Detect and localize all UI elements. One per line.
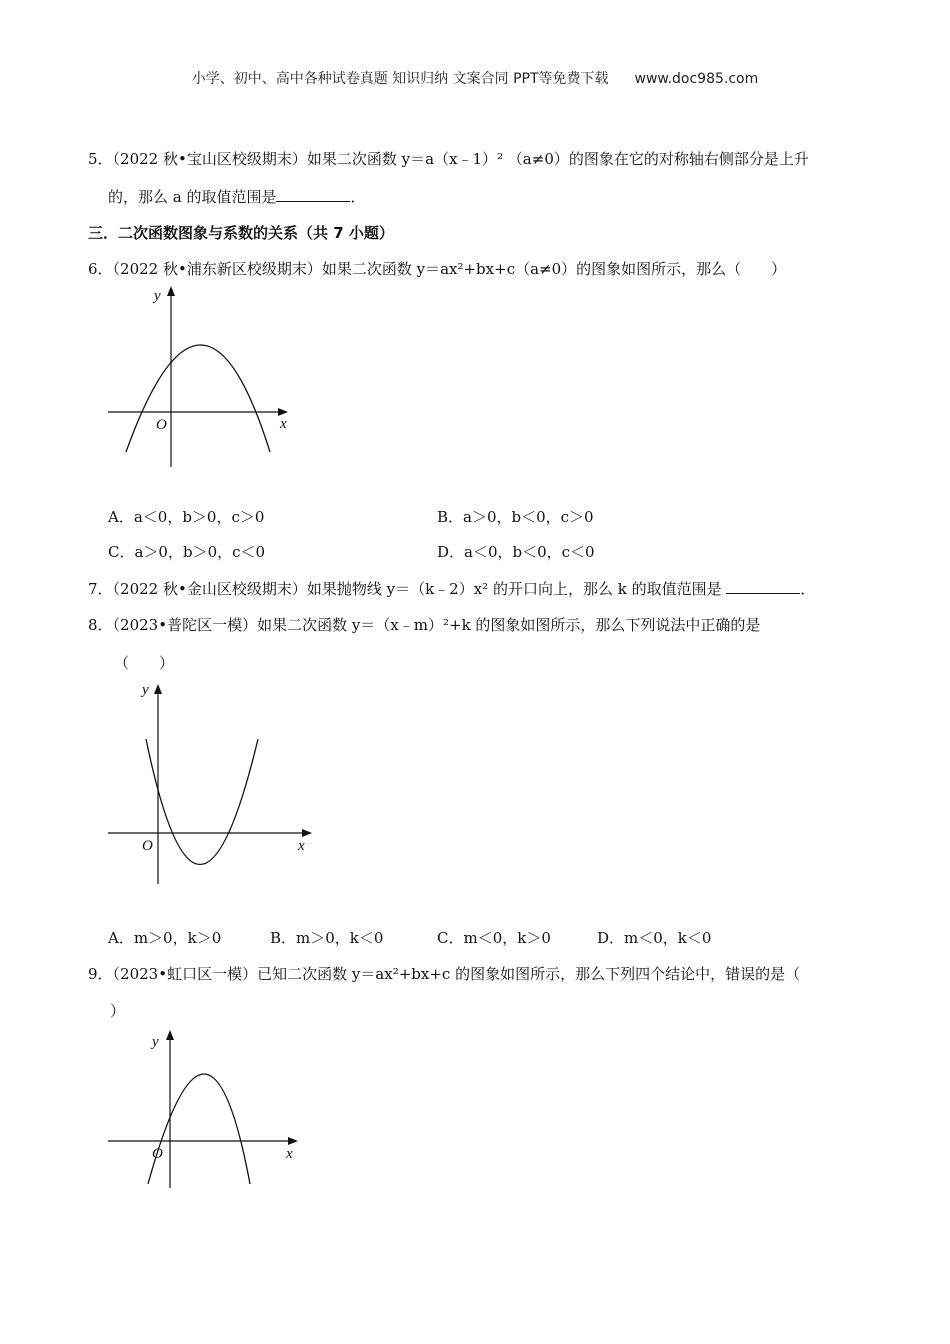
q8-y-arrow (154, 684, 162, 694)
q8-option-b[interactable]: B．m＞0，k＜0 (270, 929, 384, 947)
q8-option-c[interactable]: C．m＜0，k＞0 (437, 929, 551, 947)
q5-line2 (108, 186, 366, 207)
q6-y-label: y (154, 288, 161, 304)
q9-parabola (148, 1074, 250, 1184)
q9-y-arrow (166, 1030, 174, 1040)
q9-stem: 9．（2023•虹口区一模）已知二次函数 y＝ax²+bx+c 的图象如图所示，那么下列四个结论中，错误的是（ (88, 965, 801, 983)
q8-option-a[interactable]: A．m＞0，k＞0 (108, 929, 222, 947)
q6-option-b[interactable]: B．a＞0，b＜0，c＞0 (437, 508, 594, 526)
q8-graph (100, 676, 320, 888)
q8-paren: （ ） (114, 654, 175, 672)
q9-x-arrow (288, 1137, 298, 1145)
q6-option-c[interactable]: C．a＞0，b＞0，c＜0 (108, 543, 266, 561)
header-site-link[interactable]: www.doc985.com (634, 71, 759, 87)
q7-text: 7．（2022 秋•金山区校级期末）如果抛物线 y＝（k﹣2）x² 的开口向上，那么 k 的取值范围是 (88, 580, 727, 598)
q5-line2-text: 的，那么 a 的取值范围是 (108, 188, 277, 206)
q8-stem: 8．（2023•普陀区一模）如果二次函数 y＝（x﹣m）²+k 的图象如图所示，那么下列说法中正确的是 (88, 616, 761, 634)
q7-end: ． (800, 580, 816, 598)
q9-graph (100, 1024, 310, 1194)
page-header (0, 68, 950, 88)
q6-y-arrow (167, 286, 175, 296)
q6-option-d[interactable]: D．a＜0，b＜0，c＜0 (437, 543, 595, 561)
q5-line2-end: ． (350, 188, 366, 206)
q6-x-arrow (278, 408, 288, 416)
q6-stem: 6．（2022 秋•浦东新区校级期末）如果二次函数 y＝ax²+bx+c（a≠0）的图象如图所示，那么（ ） (88, 260, 787, 278)
q7-answer-blank (726, 581, 800, 594)
q7-stem (88, 578, 815, 599)
header-text: 小学、初中、高中各种试卷真题 知识归纳 文案合同 PPT等免费下载 (191, 71, 609, 87)
q6-option-a[interactable]: A．a＜0，b＞0，c＞0 (108, 508, 265, 526)
q8-parabola (146, 739, 258, 865)
q8-origin-label: O (142, 838, 153, 854)
q8-x-label: x (298, 838, 305, 854)
q9-origin-label: O (152, 1146, 163, 1162)
q9-x-label: x (286, 1146, 293, 1162)
q5-answer-blank (276, 189, 350, 202)
q8-option-d[interactable]: D．m＜0，k＜0 (597, 929, 712, 947)
q8-y-label: y (142, 682, 149, 698)
q5-line1: 5．（2022 秋•宝山区校级期末）如果二次函数 y＝a（x﹣1）² （a≠0）的图象在它的对称轴右侧部分是上升 (88, 150, 809, 168)
q8-x-arrow (302, 829, 312, 837)
q6-origin-label: O (156, 417, 167, 433)
q6-x-label: x (280, 416, 287, 432)
q6-parabola (126, 345, 270, 452)
section-3-title: 三．二次函数图象与系数的关系（共 7 小题） (88, 224, 394, 242)
q9-close: ） (110, 1002, 126, 1020)
q6-graph (100, 282, 300, 472)
q9-y-label: y (152, 1034, 159, 1050)
